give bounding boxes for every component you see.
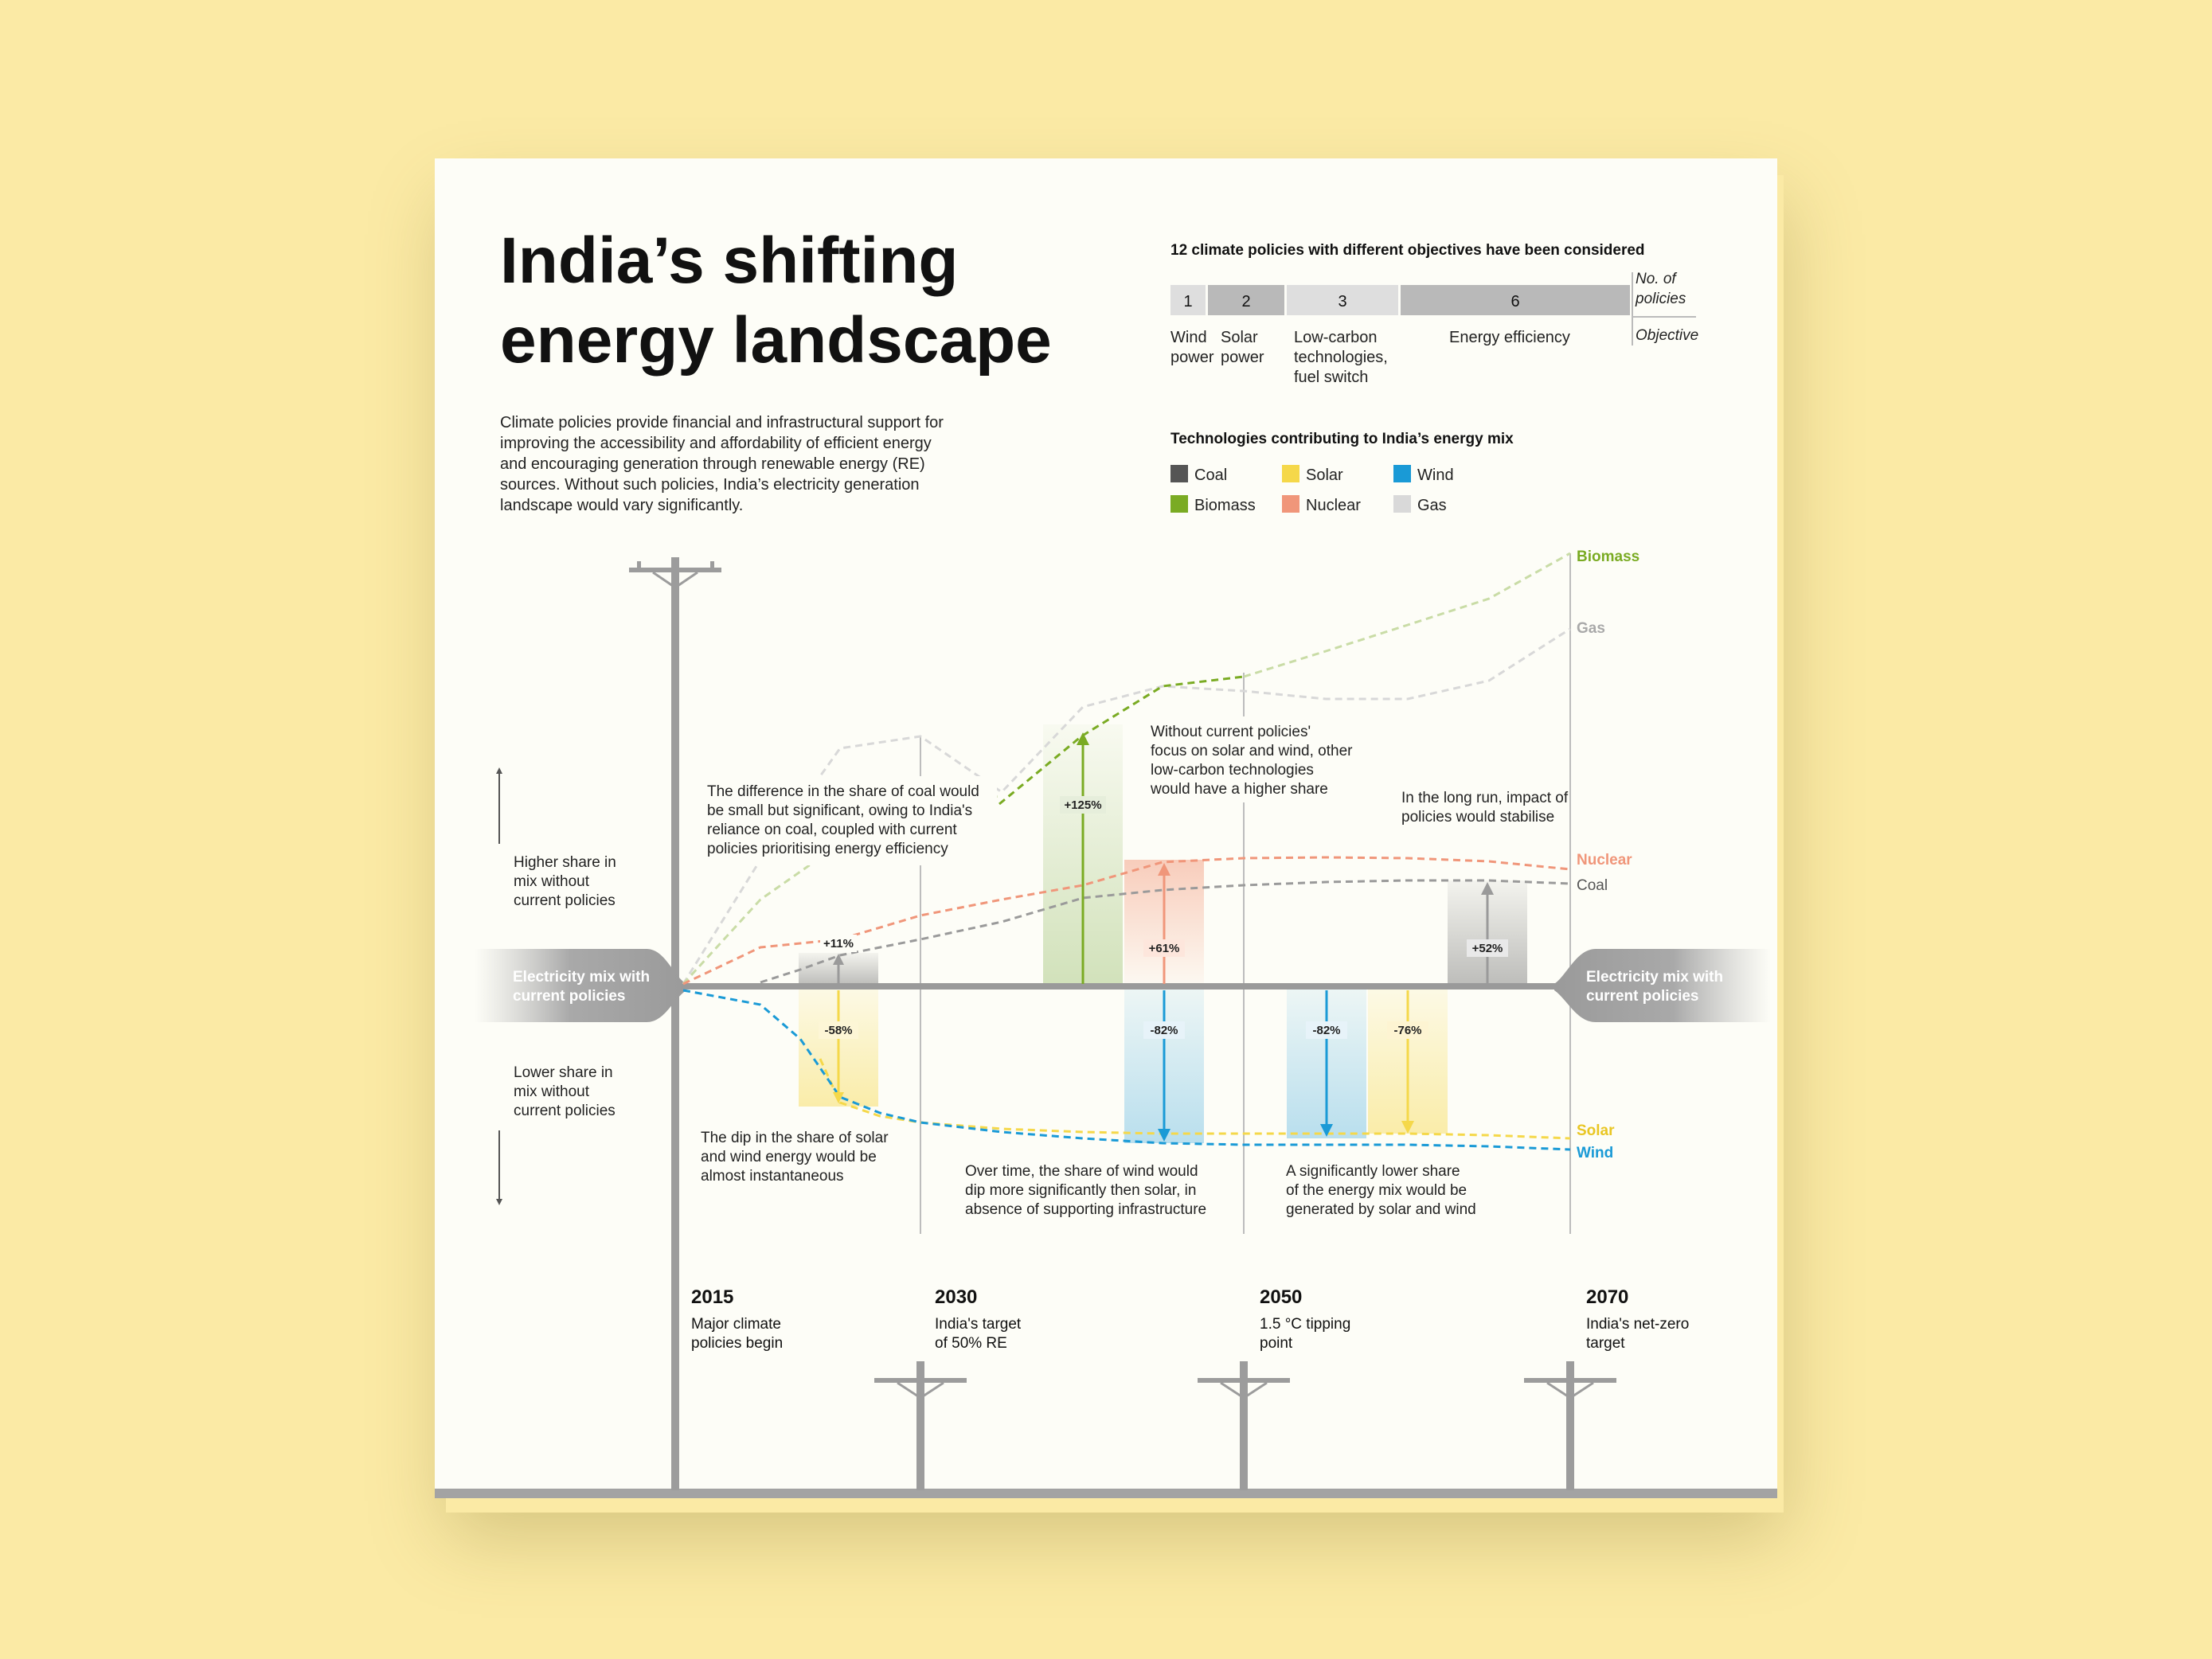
baseline-pill-left <box>475 949 686 1022</box>
change-label-biomass-2035: +125% <box>1064 798 1102 812</box>
baseline-left-label: current policies <box>513 988 626 1005</box>
change-label-wind-2052: -82% <box>1312 1024 1341 1037</box>
objective-text: Solar <box>1221 329 1258 346</box>
policy-count: 2 <box>1241 293 1251 310</box>
objective-text: power <box>1221 349 1264 366</box>
annotation-wind: Over time, the share of wind would <box>965 1163 1198 1180</box>
annotation-lowcarbon: Without current policies' <box>1151 724 1311 740</box>
objective-text: fuel switch <box>1294 369 1369 386</box>
pole-2015-insulator <box>637 561 641 571</box>
annotation-lower: generated by solar and wind <box>1286 1201 1476 1218</box>
intro-line: improving the accessibility and affordability of efficient energy <box>500 435 932 452</box>
baseline-right-label: Electricity mix with <box>1586 969 1724 986</box>
change-label-nuclear-2040: +61% <box>1148 942 1180 955</box>
pole-2015-insulator <box>710 561 714 571</box>
annotation-lower: A significantly lower share <box>1286 1163 1460 1180</box>
legend-label-gas: Gas <box>1417 497 1447 514</box>
annotation-dip: and wind energy would be <box>701 1149 877 1165</box>
milestone-desc: policies begin <box>691 1335 784 1352</box>
legend-heading: Technologies contributing to India’s energy mix <box>1170 431 1514 447</box>
annotation-coal: be small but significant, owing to India's <box>707 802 973 819</box>
legend-swatch-wind <box>1393 465 1411 482</box>
policies-objective-label: Objective <box>1636 327 1699 344</box>
milestone-desc: target <box>1586 1335 1625 1352</box>
milestone-year-2030: 2030 <box>935 1286 978 1308</box>
legend-swatch-gas <box>1393 495 1411 513</box>
pole-2015-crossarm <box>629 568 721 572</box>
milestone-year-2015: 2015 <box>691 1286 734 1308</box>
baseline-right-label: current policies <box>1586 988 1699 1005</box>
intro-line: landscape would vary significantly. <box>500 497 744 514</box>
series-label-solar: Solar <box>1577 1122 1615 1139</box>
page-title-line2: energy landscape <box>500 304 1052 377</box>
legend-label-nuclear: Nuclear <box>1306 497 1361 514</box>
objective-text: technologies, <box>1294 349 1388 366</box>
policy-count: 6 <box>1510 293 1520 310</box>
policies-heading: 12 climate policies with different objectives have been considered <box>1170 242 1645 259</box>
intro-line: and encouraging generation through renewable energy (RE) <box>500 455 925 473</box>
annotation-lowcarbon: would have a higher share <box>1151 781 1328 798</box>
policy-count: 3 <box>1338 293 1347 310</box>
milestone-year-2050: 2050 <box>1260 1286 1303 1308</box>
series-label-nuclear: Nuclear <box>1577 852 1632 869</box>
policies-count-label: policies <box>1636 291 1686 307</box>
annotation-dip: almost instantaneous <box>701 1168 844 1185</box>
annotation-dip: The dip in the share of solar <box>701 1130 889 1146</box>
legend-label-coal: Coal <box>1194 466 1228 484</box>
intro-line: sources. Without such policies, India’s electricity generation <box>500 476 920 494</box>
change-label-coal-2020: +11% <box>823 937 854 951</box>
milestone-year-2070: 2070 <box>1586 1286 1629 1308</box>
milestone-desc: 1.5 °C tipping <box>1260 1316 1351 1333</box>
axis-lower-label: mix without <box>514 1083 590 1100</box>
milestone-desc: point <box>1260 1335 1293 1352</box>
baseline-pill-right <box>1554 949 1771 1022</box>
annotation-coal: reliance on coal, coupled with current <box>707 822 957 838</box>
policies-count-label: No. of <box>1636 271 1676 287</box>
annotation-longrun: In the long run, impact of <box>1401 790 1569 806</box>
policy-count: 1 <box>1183 293 1193 310</box>
objective-text: Energy efficiency <box>1449 329 1570 346</box>
annotation-coal: The difference in the share of coal would <box>707 783 979 800</box>
baseline-rail <box>681 983 1557 990</box>
axis-higher-label: mix without <box>514 873 590 890</box>
legend-swatch-nuclear <box>1282 495 1299 513</box>
axis-higher-label: current policies <box>514 892 616 909</box>
change-label-wind-2040: -82% <box>1150 1024 1178 1037</box>
objective-text: power <box>1170 349 1214 366</box>
legend-swatch-biomass <box>1170 495 1188 513</box>
series-label-biomass: Biomass <box>1577 548 1640 565</box>
milestone-desc: India's target <box>935 1316 1022 1333</box>
baseline-left-label: Electricity mix with <box>513 969 651 986</box>
legend-label-wind: Wind <box>1417 466 1454 484</box>
intro-line: Climate policies provide financial and infrastructural support for <box>500 414 944 431</box>
change-label-solar-2020: -58% <box>824 1024 853 1037</box>
page-title-line1: India’s shifting <box>500 224 959 297</box>
annotation-coal: policies prioritising energy efficiency <box>707 841 948 857</box>
annotation-wind: absence of supporting infrastructure <box>965 1201 1207 1218</box>
annotation-wind: dip more significantly then solar, in <box>965 1182 1197 1199</box>
annotation-lowcarbon: low-carbon technologies <box>1151 762 1314 779</box>
series-label-coal: Coal <box>1577 877 1608 894</box>
annotation-lowcarbon: focus on solar and wind, other <box>1151 743 1353 759</box>
legend-label-biomass: Biomass <box>1194 497 1256 514</box>
milestone-desc: India's net-zero <box>1586 1316 1690 1333</box>
axis-lower-label: Lower share in <box>514 1064 613 1081</box>
pole-2015-post <box>671 557 679 1490</box>
axis-lower-label: current policies <box>514 1103 616 1119</box>
milestone-desc: Major climate <box>691 1316 781 1333</box>
series-label-gas: Gas <box>1577 620 1605 637</box>
board-ground <box>435 1489 1777 1498</box>
change-label-coal-2065: +52% <box>1471 942 1503 955</box>
change-label-solar-2055: -76% <box>1393 1024 1422 1037</box>
annotation-longrun: policies would stabilise <box>1401 809 1555 826</box>
objective-text: Low-carbon <box>1294 329 1378 346</box>
legend-swatch-coal <box>1170 465 1188 482</box>
legend-label-solar: Solar <box>1306 466 1343 484</box>
annotation-lower: of the energy mix would be <box>1286 1182 1468 1199</box>
objective-text: Wind <box>1170 329 1207 346</box>
milestone-desc: of 50% RE <box>935 1335 1007 1352</box>
axis-higher-label: Higher share in <box>514 854 616 871</box>
series-label-wind: Wind <box>1577 1145 1614 1161</box>
legend-swatch-solar <box>1282 465 1299 482</box>
